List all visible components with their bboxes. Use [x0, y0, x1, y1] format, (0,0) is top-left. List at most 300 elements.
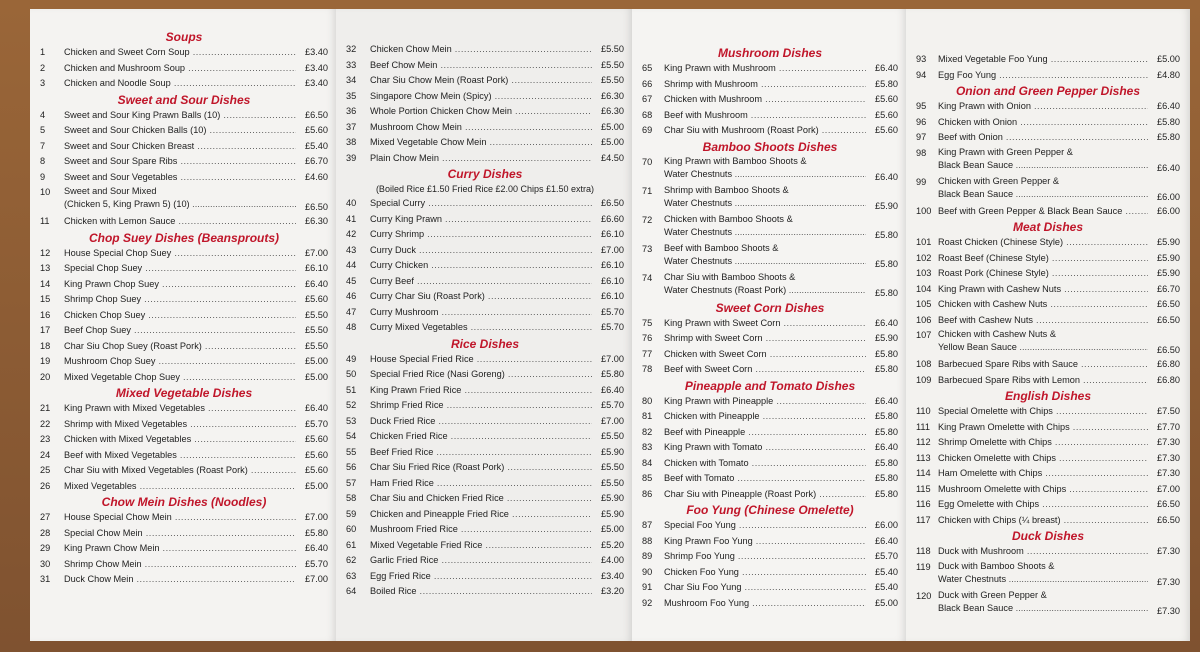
item-name-line-1: Chicken with Green Pepper &: [938, 175, 1060, 186]
item-name: King Prawn Omelette with Chips .....: [938, 420, 1148, 436]
item-number: 106: [916, 314, 932, 325]
menu-item: [642, 440, 898, 456]
item-name: [664, 213, 866, 242]
item-price: £5.90: [1157, 268, 1180, 278]
item-price: £5.80: [875, 348, 898, 359]
menu-item: [346, 89, 624, 105]
item-number: 21: [40, 403, 51, 413]
item-price: £7.70: [1157, 421, 1180, 432]
item-name-line-2: Water Chestnuts .....: [664, 255, 866, 268]
item-name: Duck Chow Mein .....: [64, 572, 296, 588]
item-name: King Prawn Fried Rice .....: [370, 383, 592, 399]
item-name: Chicken with Lemon Sauce .....: [64, 214, 296, 230]
menu-item: [642, 425, 898, 441]
item-number: 111: [916, 421, 930, 432]
item-number: 57: [346, 477, 357, 488]
item-number: 94: [916, 69, 927, 80]
item-price: £6.40: [305, 403, 328, 413]
item-name: Sweet and Sour King Prawn Balls (10) .....: [64, 108, 296, 124]
item-name: Singapore Chow Mein (Spicy) .....: [370, 89, 592, 105]
menu-item: [642, 580, 898, 596]
menu-item: [346, 289, 624, 305]
menu-item: [642, 471, 898, 487]
item-price: £7.00: [601, 353, 624, 364]
menu-item: [642, 534, 898, 550]
item-name: Boiled Rice .....: [370, 584, 592, 600]
menu-item: [642, 92, 898, 108]
item-number: 9: [40, 171, 46, 182]
section-heading: Mixed Vegetable Dishes: [115, 386, 253, 400]
item-name: Chicken with Tomato .....: [664, 456, 866, 472]
item-name: [938, 589, 1148, 618]
item-number: 96: [916, 116, 927, 127]
menu-item: [40, 417, 328, 433]
item-number: 99: [916, 176, 927, 187]
item-price: £7.30: [1157, 452, 1180, 463]
menu-item: [346, 320, 624, 336]
item-name-line-2: Water Chestnuts (Roast Pork) .....: [664, 284, 866, 297]
menu-item: [642, 271, 898, 300]
menu-item: [916, 52, 1180, 68]
menu-item: [346, 584, 624, 600]
item-number: 88: [642, 535, 653, 546]
menu-item: [346, 258, 624, 274]
menu-item: [642, 456, 898, 472]
item-number: 120: [916, 590, 932, 601]
item-name: House Special Fried Rice .....: [370, 352, 592, 368]
item-price: £5.80: [601, 369, 624, 379]
item-name: Beef with Sweet Corn .....: [664, 362, 866, 378]
item-name: Barbecued Spare Ribs with Lemon .....: [938, 373, 1148, 389]
menu-panel-4: [906, 9, 1190, 641]
item-number: 7: [40, 140, 46, 151]
item-price: £7.00: [601, 415, 624, 426]
menu-item: [916, 589, 1180, 618]
item-price: £5.00: [305, 480, 328, 491]
item-number: 29: [40, 543, 51, 553]
item-number: 44: [346, 260, 357, 270]
item-name: King Prawn with Tomato .....: [664, 440, 866, 456]
item-number: 5: [40, 125, 46, 135]
item-number: 104: [916, 283, 932, 294]
section-heading: Chow Mein Dishes (Noodles): [101, 495, 267, 509]
item-name: Shrimp with Mixed Vegetables .....: [64, 417, 296, 433]
item-name: Beef Chop Suey .....: [64, 323, 296, 339]
item-number: 12: [40, 247, 51, 258]
menu-item: [642, 213, 898, 242]
menu-item: [346, 367, 624, 383]
menu-item: [642, 347, 898, 363]
item-name: Ham Omelette with Chips .....: [938, 466, 1148, 482]
menu-item: [916, 175, 1180, 204]
item-price: £5.80: [1157, 116, 1180, 127]
item-number: 39: [346, 152, 357, 163]
item-name-line-1: King Prawn with Bamboo Shoots &: [664, 155, 807, 166]
item-name: Shrimp with Mushroom .....: [664, 77, 866, 93]
item-number: 119: [916, 561, 931, 572]
menu-item: [346, 73, 624, 89]
item-name: Mushroom Chow Mein .....: [370, 120, 592, 136]
menu-item: [40, 185, 328, 214]
item-number: 84: [642, 457, 653, 468]
menu-item: [642, 184, 898, 213]
item-name: Curry Shrimp .....: [370, 227, 592, 243]
item-name-line-2: Water Chestnuts .....: [664, 197, 866, 210]
item-number: 41: [346, 213, 357, 224]
item-price: £3.40: [305, 47, 328, 57]
item-number: 100: [916, 205, 932, 216]
item-name: Char Siu Fried Rice (Roast Pork) .....: [370, 460, 592, 476]
item-number: 38: [346, 137, 357, 147]
item-number: 116: [916, 499, 931, 509]
item-name: Chicken Chow Mein .....: [370, 42, 592, 58]
item-name: Chicken Omelette with Chips .....: [938, 451, 1148, 467]
item-number: 25: [40, 465, 51, 475]
item-price: £6.40: [875, 171, 898, 182]
menu-item: [916, 282, 1180, 298]
menu-item: [916, 328, 1180, 357]
item-number: 67: [642, 94, 653, 104]
item-price: £6.30: [601, 106, 624, 116]
item-price: £6.40: [875, 442, 898, 452]
item-number: 60: [346, 524, 357, 534]
section-heading: Duck Dishes: [1011, 529, 1085, 543]
item-price: £5.90: [1157, 237, 1180, 247]
item-name: Curry Duck .....: [370, 243, 592, 259]
menu-item: [916, 266, 1180, 282]
item-number: 62: [346, 555, 357, 565]
item-price: £6.50: [305, 109, 328, 120]
item-name-line-2: Black Bean Sauce .....: [938, 188, 1148, 201]
menu-item: [916, 482, 1180, 498]
menu-item: [346, 135, 624, 151]
menu-item: [642, 565, 898, 581]
item-price: £5.00: [875, 597, 898, 608]
item-price: £6.70: [1157, 283, 1180, 294]
item-price: £6.40: [305, 278, 328, 289]
menu-item: [642, 108, 898, 124]
item-price: £5.50: [305, 325, 328, 335]
item-name: Chicken with Sweet Corn .....: [664, 347, 866, 363]
item-number: 64: [346, 586, 357, 596]
item-number: 24: [40, 449, 51, 460]
item-name-line-2: (Chicken 5, King Prawn 5) (10) .....: [64, 198, 296, 211]
menu-item: [346, 538, 624, 554]
menu-item: [916, 130, 1180, 146]
item-name: Sweet and Sour Vegetables .....: [64, 170, 296, 186]
item-number: 53: [346, 415, 357, 426]
item-name: Chicken and Pineapple Fried Rice .....: [370, 507, 592, 523]
menu-item: [346, 151, 624, 167]
section-heading: Sweet and Sour Dishes: [117, 92, 251, 107]
item-price: £6.40: [875, 317, 898, 328]
item-number: 77: [642, 348, 653, 359]
item-price: £7.00: [305, 512, 328, 522]
item-number: 103: [916, 268, 932, 278]
item-name: Shrimp Omelette with Chips .....: [938, 435, 1148, 451]
section-heading: Bamboo Shoots Dishes: [702, 139, 838, 154]
item-name: King Prawn with Mixed Vegetables .....: [64, 401, 296, 417]
item-name: Special Omelette with Chips .....: [938, 404, 1148, 420]
item-number: 42: [346, 229, 357, 239]
item-name: Egg Foo Yung .....: [938, 68, 1148, 84]
menu-item: [916, 68, 1180, 84]
item-price: £6.50: [1157, 499, 1180, 509]
section-heading: Meat Dishes: [1012, 220, 1084, 234]
item-price: £5.60: [305, 449, 328, 460]
menu-item: [40, 354, 328, 370]
item-price: £4.50: [601, 152, 624, 163]
item-price: £6.80: [1157, 359, 1180, 369]
item-number: 75: [642, 317, 653, 328]
section-heading: Rice Dishes: [450, 336, 520, 351]
item-name: Sweet and Sour Chicken Balls (10) .....: [64, 123, 296, 139]
item-number: 55: [346, 446, 357, 457]
menu-item: [642, 123, 898, 139]
item-number: 4: [40, 109, 46, 120]
item-number: 10: [40, 187, 51, 197]
item-name: Chicken with Pineapple .....: [664, 409, 866, 425]
item-number: 113: [916, 452, 931, 463]
item-number: 1: [40, 47, 46, 57]
menu-item: [346, 58, 624, 74]
menu-item: [916, 513, 1180, 529]
item-price: £5.80: [875, 229, 898, 240]
menu-item: [346, 104, 624, 120]
item-number: 45: [346, 275, 357, 286]
item-name-line-1: Beef with Bamboo Shoots &: [664, 242, 779, 253]
item-number: 8: [40, 156, 46, 166]
item-number: 37: [346, 121, 357, 132]
item-price: £4.60: [305, 171, 328, 182]
item-price: £6.50: [1157, 345, 1180, 355]
item-name: Roast Beef (Chinese Style) .....: [938, 251, 1148, 267]
menu-item: [642, 77, 898, 93]
menu-item: [40, 214, 328, 230]
item-price: £5.50: [601, 431, 624, 441]
item-name: Char Siu with Mixed Vegetables (Roast Pork) .....: [64, 463, 296, 479]
menu-item: [40, 557, 328, 573]
item-number: 65: [642, 63, 653, 73]
item-name: Chicken Foo Yung .....: [664, 565, 866, 581]
item-name: King Prawn Foo Yung .....: [664, 534, 866, 550]
item-name: Shrimp Chow Mein .....: [64, 557, 296, 573]
item-name: Special Foo Yung .....: [664, 518, 866, 534]
item-price: £5.50: [305, 340, 328, 351]
item-number: 50: [346, 369, 357, 379]
item-number: 18: [40, 340, 51, 351]
menu-item: [642, 518, 898, 534]
item-number: 35: [346, 90, 357, 101]
item-number: 78: [642, 364, 653, 374]
item-name: King Prawn with Onion .....: [938, 99, 1148, 115]
menu-item: [916, 99, 1180, 115]
item-price: £5.40: [875, 566, 898, 577]
item-name: King Prawn Chow Mein .....: [64, 541, 296, 557]
menu-item: [916, 560, 1180, 589]
item-number: 115: [916, 483, 931, 494]
item-name: Mixed Vegetable Chow Mein .....: [370, 135, 592, 151]
item-price: £5.90: [1157, 252, 1180, 263]
item-price: £5.80: [305, 527, 328, 538]
item-number: 110: [916, 406, 931, 416]
item-name: Chicken and Sweet Corn Soup .....: [64, 45, 296, 61]
item-price: £5.50: [601, 477, 624, 488]
item-price: £5.80: [875, 457, 898, 468]
item-number: 33: [346, 59, 357, 70]
item-name-line-2: Black Bean Sauce .....: [938, 602, 1148, 615]
item-number: 74: [642, 272, 653, 283]
item-number: 69: [642, 125, 653, 135]
item-number: 83: [642, 442, 653, 452]
menu-panel-3: [632, 9, 906, 641]
item-name: Beef Chow Mein .....: [370, 58, 592, 74]
item-price: £5.00: [305, 356, 328, 366]
item-name: Garlic Fried Rice .....: [370, 553, 592, 569]
item-price: £5.50: [601, 75, 624, 85]
menu-item: [346, 227, 624, 243]
item-price: £7.00: [601, 244, 624, 255]
item-price: £6.40: [875, 63, 898, 73]
menu-item: [916, 251, 1180, 267]
item-name: Beef with Cashew Nuts .....: [938, 313, 1148, 329]
item-number: 117: [916, 514, 931, 525]
menu-item: [346, 491, 624, 507]
menu-item: [346, 120, 624, 136]
item-name: Barbecued Spare Ribs with Sauce .....: [938, 357, 1148, 373]
item-number: 81: [642, 411, 653, 421]
menu-panel-2: [336, 9, 632, 641]
item-name: [938, 560, 1148, 589]
item-number: 2: [40, 62, 46, 73]
item-number: 14: [40, 278, 51, 289]
item-name-line-2: Water Chestnuts .....: [664, 226, 866, 239]
item-price: £5.70: [875, 551, 898, 561]
menu-item: [346, 522, 624, 538]
item-price: £6.30: [305, 216, 328, 226]
item-name: [664, 242, 866, 271]
item-price: £6.80: [1157, 374, 1180, 385]
item-number: 85: [642, 473, 653, 483]
item-name: Char Siu Chop Suey (Roast Pork) .....: [64, 339, 296, 355]
menu-item: [642, 409, 898, 425]
item-name-line-2: Yellow Bean Sauce .....: [938, 341, 1148, 354]
menu-item: [40, 154, 328, 170]
item-name: Char Siu and Chicken Fried Rice .....: [370, 491, 592, 507]
item-name: Chicken with Mushroom .....: [664, 92, 866, 108]
menu-item: [40, 323, 328, 339]
takeaway-menu: [30, 9, 1190, 641]
item-number: 32: [346, 44, 357, 54]
item-price: £5.50: [601, 44, 624, 54]
section-heading: Curry Dishes: [447, 167, 523, 181]
item-name: [938, 175, 1148, 204]
item-price: £5.60: [305, 294, 328, 304]
item-name: Curry Chicken .....: [370, 258, 592, 274]
item-number: 51: [346, 384, 357, 395]
menu-item: [346, 274, 624, 290]
item-price: £3.40: [601, 570, 624, 581]
menu-item: [40, 370, 328, 386]
item-name: [664, 155, 866, 184]
item-name: King Prawn with Pineapple .....: [664, 394, 866, 410]
menu-item: [346, 553, 624, 569]
item-number: 112: [916, 437, 931, 447]
menu-item: [40, 401, 328, 417]
item-number: 102: [916, 252, 932, 263]
item-name: Chicken with Mixed Vegetables .....: [64, 432, 296, 448]
item-price: £5.80: [875, 78, 898, 89]
menu-item: [916, 204, 1180, 220]
item-price: £6.60: [601, 213, 624, 224]
item-name: [938, 146, 1148, 175]
item-name: Chicken with Cashew Nuts .....: [938, 297, 1148, 313]
item-number: 54: [346, 431, 357, 441]
item-name: Special Curry .....: [370, 196, 592, 212]
item-name: Chicken with Onion .....: [938, 115, 1148, 131]
menu-item: [916, 435, 1180, 451]
item-name: Mixed Vegetable Fried Rice .....: [370, 538, 592, 554]
item-price: £5.50: [305, 309, 328, 320]
item-price: £5.70: [601, 400, 624, 410]
item-number: 31: [40, 574, 51, 584]
menu-item: [40, 277, 328, 293]
menu-item: [40, 510, 328, 526]
item-number: 40: [346, 198, 357, 208]
item-price: £6.40: [1157, 162, 1180, 173]
item-number: 80: [642, 395, 653, 406]
item-price: £5.60: [305, 465, 328, 475]
item-price: £6.50: [1157, 299, 1180, 309]
item-name: Beef with Pineapple .....: [664, 425, 866, 441]
item-name: Mushroom Fried Rice .....: [370, 522, 592, 538]
item-name-line-1: Char Siu with Bamboo Shoots &: [664, 271, 796, 282]
item-number: 92: [642, 597, 653, 608]
menu-panel-1: [30, 9, 336, 641]
item-name: Curry King Prawn .....: [370, 212, 592, 228]
menu-item: [40, 479, 328, 495]
item-name: Curry Mushroom .....: [370, 305, 592, 321]
menu-item: [642, 331, 898, 347]
menu-item: [346, 429, 624, 445]
section-heading: Mushroom Dishes: [717, 46, 822, 60]
item-price: £5.90: [601, 446, 624, 457]
item-number: 17: [40, 325, 51, 335]
menu-item: [40, 246, 328, 262]
section-heading: Soups: [165, 30, 203, 44]
item-name: Shrimp Fried Rice .....: [370, 398, 592, 414]
item-price: £5.00: [601, 121, 624, 132]
item-name: King Prawn Chop Suey .....: [64, 277, 296, 293]
item-name: Chicken and Mushroom Soup .....: [64, 61, 296, 77]
item-price: £5.80: [875, 287, 898, 298]
item-price: £5.60: [305, 434, 328, 444]
item-number: 70: [642, 156, 653, 167]
item-number: 105: [916, 299, 932, 309]
menu-item: [642, 316, 898, 332]
item-name-line-1: Duck with Bamboo Shoots &: [938, 560, 1055, 571]
item-name-line-2: Water Chestnuts .....: [664, 168, 866, 181]
item-price: £6.70: [305, 156, 328, 166]
item-price: £5.90: [601, 508, 624, 519]
item-name-line-2: Black Bean Sauce .....: [938, 159, 1148, 172]
item-number: 56: [346, 462, 357, 472]
item-number: 101: [916, 237, 932, 247]
item-number: 47: [346, 306, 357, 317]
menu-item: [40, 572, 328, 588]
item-number: 109: [916, 374, 932, 385]
menu-item: [916, 235, 1180, 251]
